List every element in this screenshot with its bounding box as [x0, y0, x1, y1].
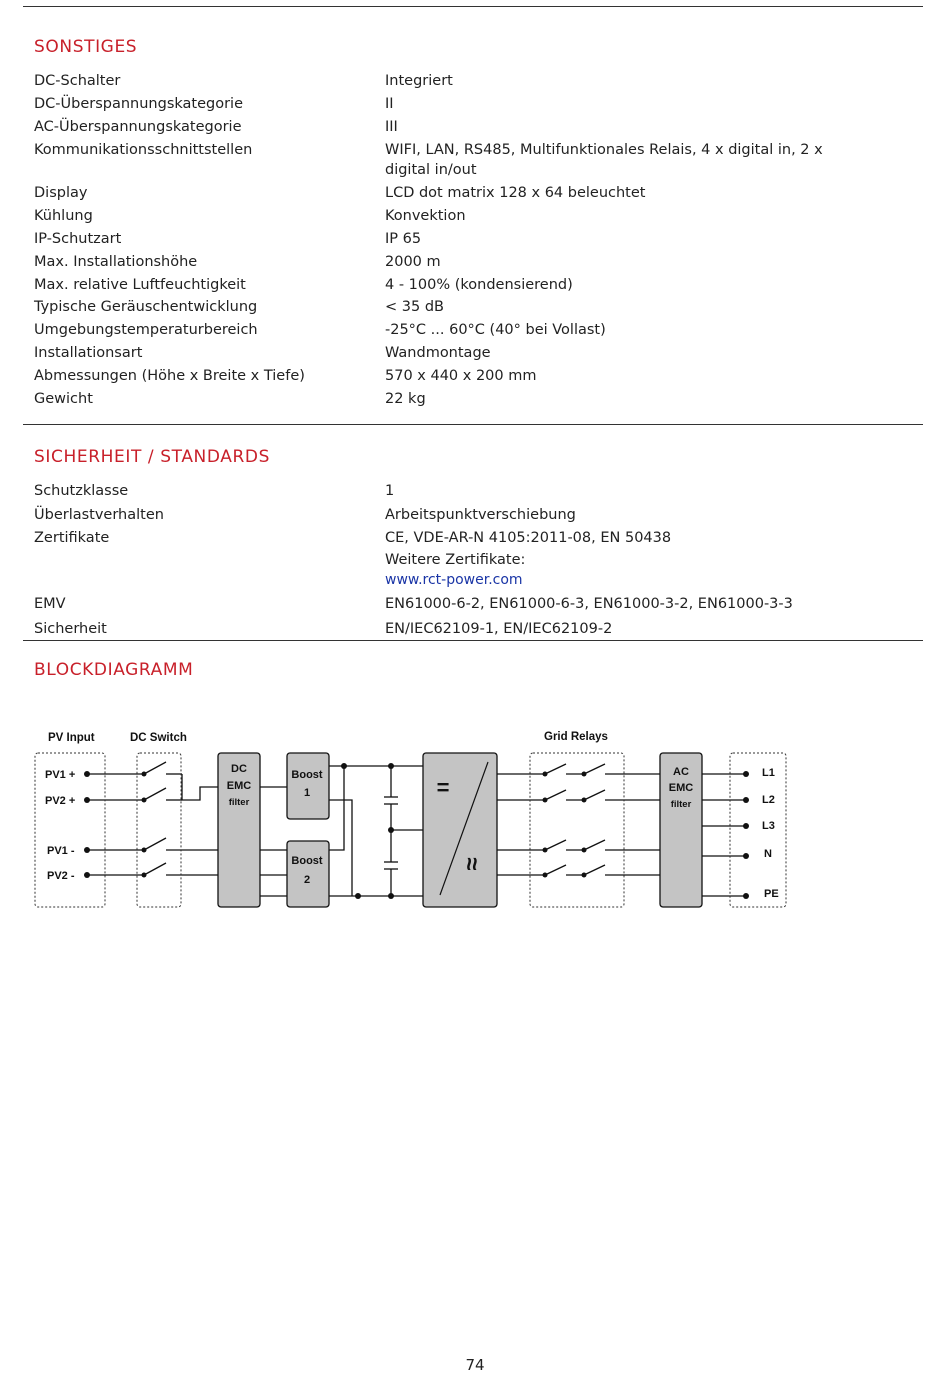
spec-value: Konvektion: [385, 208, 466, 224]
spec-label: Umgebungstemperaturbereich: [34, 322, 258, 338]
spec-value: CE, VDE-AR-N 4105:2011-08, EN 50438: [385, 530, 672, 546]
section-title-sonstiges: SONSTIGES: [34, 37, 138, 57]
spec-label: Sicherheit: [34, 621, 107, 637]
pe-label: PE: [764, 888, 779, 900]
l3-label: L3: [762, 820, 775, 832]
spec-value: IP 65: [385, 231, 422, 247]
ac-filter-label: filter: [670, 799, 692, 810]
spec-label: Max. Installationshöhe: [34, 254, 198, 270]
l1-label: L1: [762, 767, 775, 779]
spec-label: Max. relative Luftfeuchtigkeit: [34, 277, 246, 293]
spec-label: Display: [34, 185, 88, 201]
spec-label: Überlastverhalten: [34, 507, 164, 523]
spec-label: DC-Überspannungskategorie: [34, 96, 244, 112]
spec-value: Integriert: [385, 73, 453, 89]
spec-value: 4 - 100% (kondensierend): [385, 277, 573, 293]
spec-value: WIFI, LAN, RS485, Multifunktionales Relais, 4 x digital in, 2 x: [385, 142, 823, 158]
l2-label: L2: [762, 794, 775, 806]
spec-value: -25°C ... 60°C (40° bei Vollast): [385, 322, 606, 338]
spec-label: IP-Schutzart: [34, 231, 122, 247]
website-link[interactable]: www.rct-power.com: [385, 572, 523, 588]
page-number: 74: [465, 1356, 485, 1374]
spec-value-continued: digital in/out: [385, 162, 477, 178]
spec-value: II: [385, 96, 394, 112]
pv2-minus-label: PV2 -: [47, 870, 75, 882]
spec-label: Kühlung: [34, 208, 93, 224]
dc-filter-label: DC: [231, 763, 247, 775]
spec-label: Gewicht: [34, 391, 93, 407]
pv1-plus-label: PV1 +: [45, 769, 76, 781]
ac-filter-label: AC: [673, 766, 689, 778]
inverter-ac-symbol: ≈: [458, 857, 485, 871]
spec-label: Typische Geräuschentwicklung: [34, 299, 258, 315]
spec-value-continued: Weitere Zertifikate:: [385, 552, 526, 568]
boost-1-label: Boost: [291, 769, 323, 781]
dc-filter-label: EMC: [226, 780, 252, 792]
spec-value: EN61000-6-2, EN61000-6-3, EN61000-3-2, EN61000-3-3: [385, 596, 793, 612]
spec-value: 570 x 440 x 200 mm: [385, 368, 537, 384]
dc-filter-label: filter: [228, 797, 250, 808]
dc-switch-label: DC Switch: [130, 732, 187, 744]
spec-value: < 35 dB: [385, 299, 444, 315]
boost-1-label: 1: [303, 787, 311, 799]
spec-label: Kommunikationsschnittstellen: [34, 142, 253, 158]
spec-label: AC-Überspannungskategorie: [34, 119, 242, 135]
spec-label: Installationsart: [34, 345, 143, 361]
boost-1-block: [287, 753, 329, 819]
block-diagram: [0, 700, 950, 920]
pv2-plus-label: PV2 +: [45, 795, 76, 807]
spec-label: DC-Schalter: [34, 73, 121, 89]
boost-2-label: 2: [303, 874, 311, 886]
spec-value: Arbeitspunktverschiebung: [385, 507, 576, 523]
spec-value: 1: [385, 483, 395, 499]
inverter-block: [423, 753, 497, 907]
section-title-blockdiagramm: BLOCKDIAGRAMM: [34, 660, 194, 680]
inverter-dc-symbol: =: [436, 775, 450, 800]
spec-label: Abmessungen (Höhe x Breite x Tiefe): [34, 368, 305, 384]
spec-value: Wandmontage: [385, 345, 491, 361]
n-label: N: [764, 848, 772, 860]
pv1-minus-label: PV1 -: [47, 845, 75, 857]
boost-2-label: Boost: [291, 855, 323, 867]
dc-emc-filter-block: [218, 753, 260, 907]
section-title-sicherheit: SICHERHEIT / STANDARDS: [34, 447, 270, 467]
section-divider: [23, 640, 923, 641]
spec-value: III: [385, 119, 398, 135]
top-rule: [23, 6, 923, 7]
section-divider: [23, 424, 923, 425]
spec-label: Schutzklasse: [34, 483, 129, 499]
ac-filter-label: EMC: [668, 782, 694, 794]
spec-value: EN/IEC62109-1, EN/IEC62109-2: [385, 621, 613, 637]
pv-input-label: PV Input: [48, 732, 95, 744]
spec-value: 2000 m: [385, 254, 441, 270]
spec-label: EMV: [34, 596, 66, 612]
spec-value: LCD dot matrix 128 x 64 beleuchtet: [385, 185, 646, 201]
spec-value: 22 kg: [385, 391, 426, 407]
grid-relays-label: Grid Relays: [544, 731, 608, 743]
spec-label: Zertifikate: [34, 530, 110, 546]
